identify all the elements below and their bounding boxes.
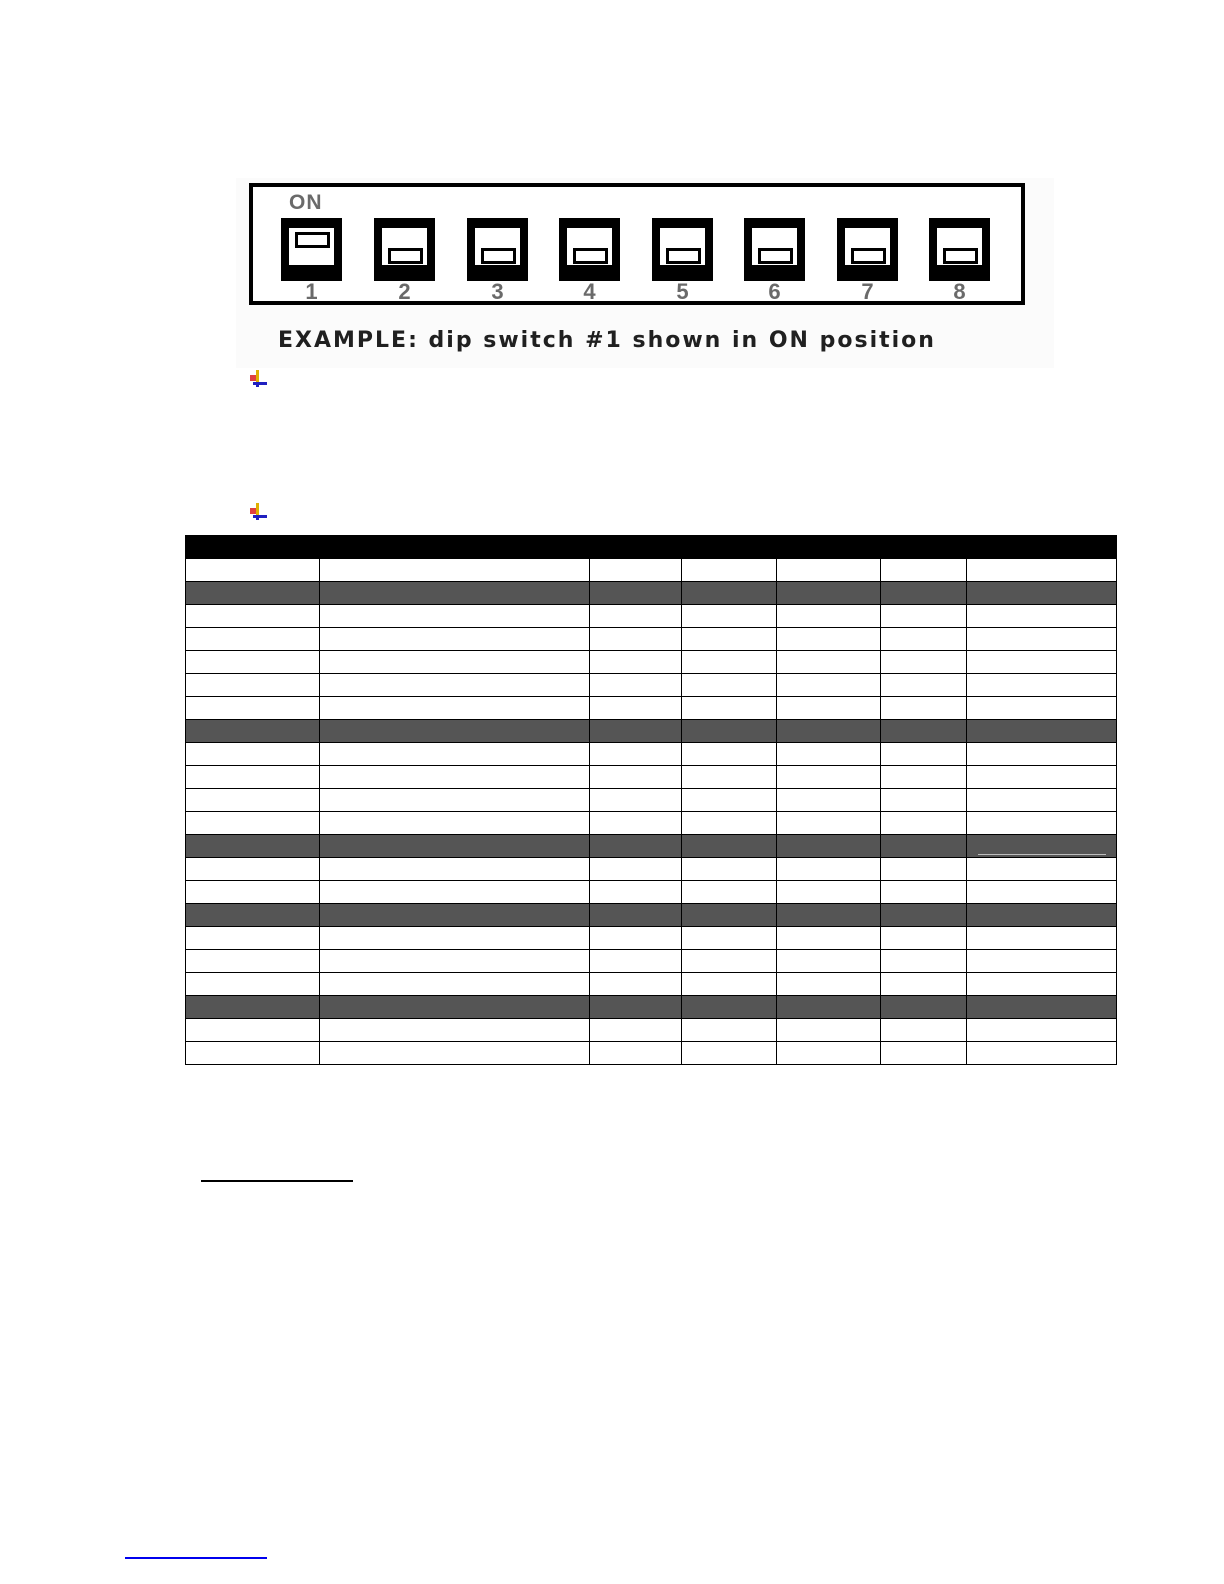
dip-switch-frame bbox=[249, 183, 1025, 305]
table-cell bbox=[590, 904, 682, 927]
table-cell bbox=[186, 651, 320, 674]
table-cell bbox=[967, 674, 1117, 697]
table-cell bbox=[777, 628, 881, 651]
table-cell bbox=[881, 812, 967, 835]
table-cell bbox=[320, 720, 590, 743]
dip-switch-number: 2 bbox=[398, 279, 411, 304]
table-cell bbox=[881, 766, 967, 789]
table-cell bbox=[967, 835, 1117, 858]
table-cell bbox=[682, 743, 777, 766]
table-cell bbox=[682, 973, 777, 996]
table-cell bbox=[967, 927, 1117, 950]
table-cell bbox=[320, 605, 590, 628]
dip-switch-number: 5 bbox=[676, 279, 689, 304]
dip-switch-3 bbox=[467, 218, 528, 281]
table-cell bbox=[881, 835, 967, 858]
table-cell bbox=[881, 950, 967, 973]
table-cell bbox=[777, 766, 881, 789]
table-cell bbox=[590, 582, 682, 605]
dip-switch-knob bbox=[295, 232, 330, 248]
table-cell bbox=[881, 789, 967, 812]
table-cell bbox=[682, 789, 777, 812]
dip-switch-figure bbox=[236, 178, 1054, 368]
table-cell bbox=[320, 950, 590, 973]
table-cell bbox=[590, 720, 682, 743]
table-cell bbox=[590, 651, 682, 674]
table-row bbox=[186, 1019, 1117, 1042]
table-cell bbox=[967, 973, 1117, 996]
table-cell bbox=[777, 559, 881, 582]
table-row bbox=[186, 559, 1117, 582]
table-cell bbox=[777, 651, 881, 674]
dip-switch-knob bbox=[851, 248, 886, 264]
table-cell bbox=[320, 536, 590, 559]
table-cell bbox=[320, 651, 590, 674]
table-cell bbox=[777, 881, 881, 904]
table-cell bbox=[590, 789, 682, 812]
table-cell bbox=[320, 582, 590, 605]
table-cell bbox=[881, 1042, 967, 1065]
table-cell bbox=[967, 743, 1117, 766]
dip-switch-slot bbox=[567, 228, 612, 265]
table-cell bbox=[682, 812, 777, 835]
table-row bbox=[186, 536, 1117, 559]
table-cell bbox=[967, 766, 1117, 789]
table-cell bbox=[682, 628, 777, 651]
table-cell bbox=[967, 697, 1117, 720]
dip-switch-slot bbox=[382, 228, 427, 265]
dip-switch-number: 4 bbox=[583, 279, 596, 304]
table-cell bbox=[967, 1042, 1117, 1065]
figure-caption: EXAMPLE: dip switch #1 shown in ON position bbox=[278, 328, 936, 353]
table-cell bbox=[590, 536, 682, 559]
table-cell bbox=[682, 996, 777, 1019]
table-cell bbox=[881, 927, 967, 950]
table-cell bbox=[590, 605, 682, 628]
table-cell bbox=[881, 973, 967, 996]
table-cell bbox=[590, 950, 682, 973]
table-cell bbox=[320, 812, 590, 835]
table-row bbox=[186, 628, 1117, 651]
table-cell bbox=[186, 674, 320, 697]
table-cell bbox=[186, 904, 320, 927]
table-cell bbox=[590, 973, 682, 996]
table-cell bbox=[320, 743, 590, 766]
table-cell bbox=[777, 858, 881, 881]
table-cell bbox=[682, 559, 777, 582]
table-cell bbox=[777, 582, 881, 605]
table-cell bbox=[682, 950, 777, 973]
table-cell bbox=[186, 766, 320, 789]
table-cell bbox=[682, 536, 777, 559]
dip-switch-number: 8 bbox=[953, 279, 966, 304]
table-cell bbox=[881, 858, 967, 881]
table-cell bbox=[881, 1019, 967, 1042]
table-cell bbox=[777, 973, 881, 996]
table-cell bbox=[967, 881, 1117, 904]
table-cell bbox=[590, 996, 682, 1019]
on-label: ON bbox=[289, 191, 323, 214]
table-row bbox=[186, 674, 1117, 697]
table-cell bbox=[590, 1042, 682, 1065]
table-cell bbox=[186, 812, 320, 835]
dip-switch-5 bbox=[652, 218, 713, 281]
table-row bbox=[186, 743, 1117, 766]
dip-switch-knob bbox=[481, 248, 516, 264]
table-cell bbox=[967, 536, 1117, 559]
dip-switch-knob bbox=[388, 248, 423, 264]
table-cell bbox=[777, 605, 881, 628]
table-cell bbox=[320, 766, 590, 789]
dip-switch-8 bbox=[929, 218, 990, 281]
table-cell bbox=[881, 536, 967, 559]
table-cell bbox=[777, 1042, 881, 1065]
table-cell bbox=[186, 950, 320, 973]
table-cell bbox=[186, 605, 320, 628]
table-cell bbox=[881, 628, 967, 651]
table-cell bbox=[682, 582, 777, 605]
table-cell bbox=[320, 973, 590, 996]
dip-switch-number: 1 bbox=[305, 279, 318, 304]
table-row bbox=[186, 812, 1117, 835]
table-cell bbox=[682, 1042, 777, 1065]
table-cell bbox=[682, 651, 777, 674]
table-cell bbox=[881, 651, 967, 674]
table-cell bbox=[682, 720, 777, 743]
table-cell bbox=[320, 674, 590, 697]
table-cell bbox=[777, 743, 881, 766]
dip-switch-6 bbox=[744, 218, 805, 281]
table-row bbox=[186, 720, 1117, 743]
table-row bbox=[186, 881, 1117, 904]
table-cell bbox=[590, 674, 682, 697]
table-cell bbox=[777, 1019, 881, 1042]
table-cell bbox=[186, 1042, 320, 1065]
table-cell bbox=[682, 835, 777, 858]
table-cell bbox=[682, 858, 777, 881]
table-row bbox=[186, 927, 1117, 950]
table-cell bbox=[590, 812, 682, 835]
table-cell bbox=[967, 582, 1117, 605]
table-cell bbox=[682, 1019, 777, 1042]
footnote-link-underline[interactable] bbox=[125, 1557, 267, 1559]
table-cell bbox=[881, 582, 967, 605]
table-cell bbox=[590, 881, 682, 904]
table-row bbox=[186, 789, 1117, 812]
dip-switch-4 bbox=[559, 218, 620, 281]
table-cell bbox=[777, 697, 881, 720]
table-cell bbox=[320, 996, 590, 1019]
table-cell bbox=[682, 697, 777, 720]
table-cell bbox=[967, 720, 1117, 743]
table-cell bbox=[967, 559, 1117, 582]
table-cell bbox=[881, 559, 967, 582]
table-cell bbox=[682, 881, 777, 904]
table-row bbox=[186, 605, 1117, 628]
table-cell bbox=[777, 812, 881, 835]
table-cell bbox=[320, 1042, 590, 1065]
table-cell bbox=[320, 904, 590, 927]
table-cell bbox=[967, 996, 1117, 1019]
table-cell bbox=[186, 582, 320, 605]
table-cell bbox=[881, 720, 967, 743]
dip-switch-knob bbox=[666, 248, 701, 264]
table-cell bbox=[186, 996, 320, 1019]
table-cell bbox=[186, 628, 320, 651]
table-cell bbox=[881, 697, 967, 720]
table-cell bbox=[967, 858, 1117, 881]
bullet-arrow-icon bbox=[250, 503, 268, 521]
table-cell bbox=[186, 559, 320, 582]
table-cell bbox=[186, 858, 320, 881]
dip-switch-number: 6 bbox=[768, 279, 781, 304]
table-cell bbox=[881, 743, 967, 766]
table-cell bbox=[320, 789, 590, 812]
table-cell bbox=[682, 766, 777, 789]
table-row bbox=[186, 973, 1117, 996]
table-cell bbox=[590, 628, 682, 651]
table-cell bbox=[186, 973, 320, 996]
table-cell bbox=[186, 1019, 320, 1042]
table-cell bbox=[590, 743, 682, 766]
table-cell bbox=[881, 605, 967, 628]
table-cell bbox=[320, 1019, 590, 1042]
table-cell bbox=[777, 950, 881, 973]
table-row bbox=[186, 766, 1117, 789]
dip-switch-slot bbox=[289, 228, 334, 265]
table-cell bbox=[682, 674, 777, 697]
table-cell bbox=[590, 927, 682, 950]
table-cell bbox=[682, 904, 777, 927]
table-row bbox=[186, 950, 1117, 973]
dip-switch-1 bbox=[281, 218, 342, 281]
table-cell bbox=[777, 536, 881, 559]
table-cell bbox=[186, 789, 320, 812]
dip-switch-7 bbox=[837, 218, 898, 281]
table-cell bbox=[777, 835, 881, 858]
table-row bbox=[186, 835, 1117, 858]
table-cell bbox=[682, 605, 777, 628]
table-cell bbox=[320, 835, 590, 858]
table-row bbox=[186, 697, 1117, 720]
table-cell bbox=[186, 743, 320, 766]
table-cell bbox=[777, 789, 881, 812]
settings-table bbox=[185, 535, 1117, 1065]
table-cell bbox=[777, 674, 881, 697]
table-cell bbox=[967, 1019, 1117, 1042]
table-cell bbox=[320, 628, 590, 651]
section-underline bbox=[201, 1180, 353, 1182]
table-cell bbox=[682, 927, 777, 950]
dip-switch-knob bbox=[943, 248, 978, 264]
dip-switch-knob bbox=[758, 248, 793, 264]
table-cell bbox=[320, 697, 590, 720]
table-cell bbox=[186, 697, 320, 720]
table-cell bbox=[967, 789, 1117, 812]
table-cell bbox=[320, 881, 590, 904]
table-cell bbox=[590, 835, 682, 858]
dip-switch-slot bbox=[937, 228, 982, 265]
dip-switch-2 bbox=[374, 218, 435, 281]
table-cell bbox=[590, 766, 682, 789]
table-row bbox=[186, 904, 1117, 927]
table-cell bbox=[590, 697, 682, 720]
dip-switch-knob bbox=[573, 248, 608, 264]
table-cell bbox=[967, 904, 1117, 927]
table-cell bbox=[777, 927, 881, 950]
table-cell bbox=[967, 950, 1117, 973]
table-cell bbox=[186, 881, 320, 904]
dip-switch-number: 7 bbox=[861, 279, 874, 304]
table-cell bbox=[881, 881, 967, 904]
table-cell bbox=[967, 628, 1117, 651]
table-cell bbox=[777, 996, 881, 1019]
bullet-arrow-icon bbox=[250, 370, 268, 388]
cell-underline bbox=[978, 854, 1106, 855]
table-cell bbox=[881, 996, 967, 1019]
table-cell bbox=[590, 1019, 682, 1042]
table-cell bbox=[967, 605, 1117, 628]
table-row bbox=[186, 582, 1117, 605]
table-cell bbox=[590, 559, 682, 582]
table-cell bbox=[590, 858, 682, 881]
table-cell bbox=[186, 835, 320, 858]
table-cell bbox=[967, 651, 1117, 674]
table-cell bbox=[186, 720, 320, 743]
table-row bbox=[186, 1042, 1117, 1065]
table-cell bbox=[186, 536, 320, 559]
dip-switch-slot bbox=[475, 228, 520, 265]
dip-switch-slot bbox=[845, 228, 890, 265]
table-row bbox=[186, 651, 1117, 674]
dip-switch-number: 3 bbox=[491, 279, 504, 304]
table-cell bbox=[186, 927, 320, 950]
table-cell bbox=[967, 812, 1117, 835]
table-cell bbox=[320, 559, 590, 582]
table-cell bbox=[320, 858, 590, 881]
table-row bbox=[186, 996, 1117, 1019]
table-cell bbox=[777, 904, 881, 927]
table-cell bbox=[881, 904, 967, 927]
dip-switch-slot bbox=[752, 228, 797, 265]
table-row bbox=[186, 858, 1117, 881]
table-cell bbox=[777, 720, 881, 743]
table-cell bbox=[320, 927, 590, 950]
table-cell bbox=[881, 674, 967, 697]
dip-switch-slot bbox=[660, 228, 705, 265]
